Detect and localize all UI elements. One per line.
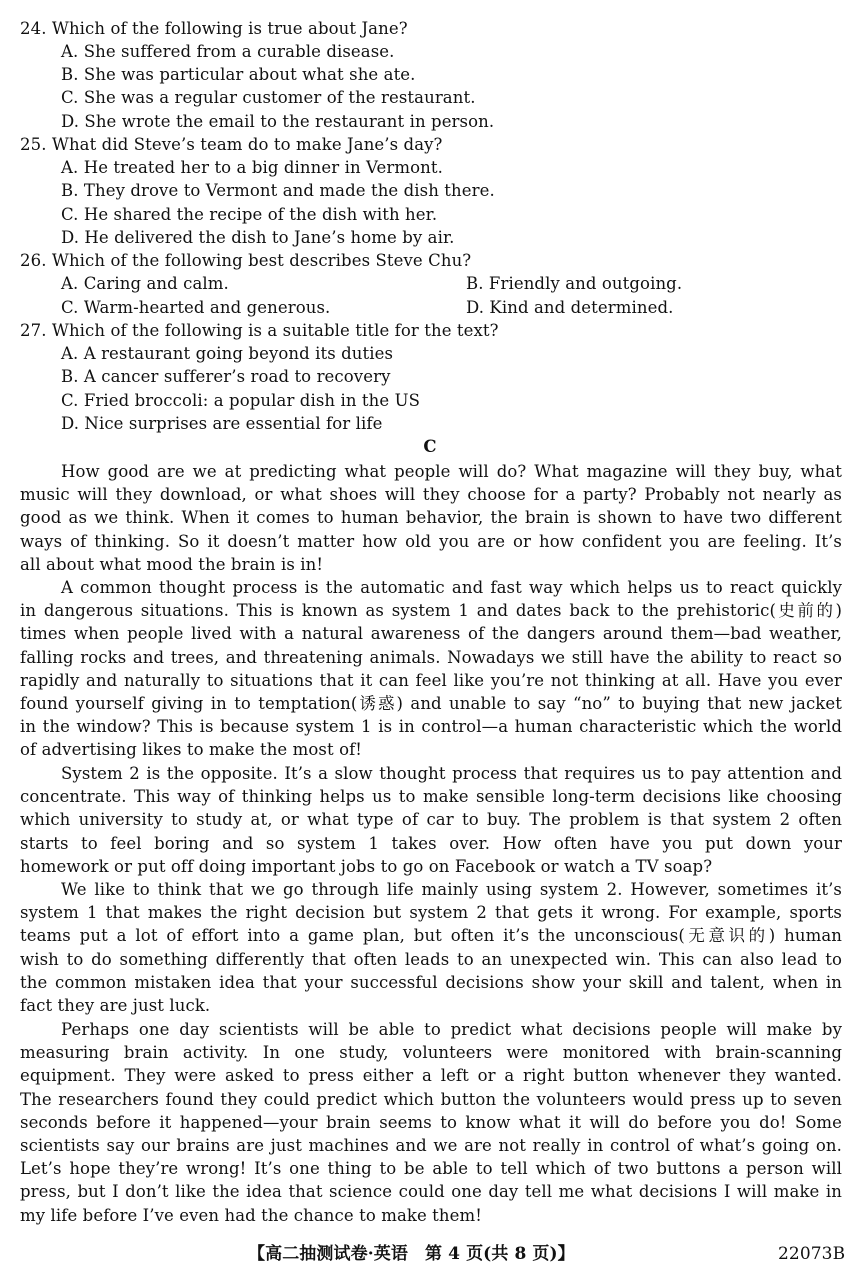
passage-line: teams put a lot of effort into a game plan, but often it’s the unconscious(无意识的) human [20,926,842,946]
passage-line: starts to feel boring and so system 1 takes over. How often have you put down your [20,833,842,853]
passage-line: music will they download, or what shoes will they choose for a party? Probably not nearly as [20,485,842,505]
question-25-option-c: C. He shared the recipe of the dish with her. [61,205,438,224]
question-24-option-b: B. She was particular about what she ate. [61,65,416,84]
passage-line: which university to study at, or what type of car to buy. The problem is that system 2 often [20,810,842,830]
passage-line: measuring brain activity. In one study, volunteers were monitored with brain-scanning [20,1043,842,1063]
passage-line: in the window? This is because system 1 is in control—a human characteristic which the world [20,717,842,737]
passage-line: found yourself giving in to temptation(诱惑) and unable to say “no” to buying that new jacket [20,693,842,713]
passage-line: seconds before it happened—your brain seems to know what it will do before you do! Some [20,1112,842,1132]
question-24-option-c: C. She was a regular customer of the restaurant. [61,88,476,107]
passage-line: system 1 that makes the right decision but system 2 that gets it wrong. For example, sports [20,903,842,923]
question-25-option-b: B. They drove to Vermont and made the dish there. [61,181,495,200]
passage-line: homework or put off doing important jobs to go on Facebook or watch a TV soap? [20,856,713,876]
passage-line: good as we think. When it comes to human behavior, the brain is shown to have two different [20,508,842,528]
page-footer-title: 【高二抽测试卷·英语 第 4 页(共 8 页)】 [248,1244,575,1264]
passage-line: my life before I’ve even had the chance to make them! [20,1205,482,1225]
passage-line: Let’s hope they’re wrong! It’s one thing to be able to tell which of two buttons a person will [20,1159,842,1179]
passage-line: scientists say our brains are just machines and we are not really in control of what’s going on. [20,1135,842,1155]
passage-line: the common mistaken idea that your successful decisions show your skill and talent, when in [20,972,842,992]
question-24-option-d: D. She wrote the email to the restaurant in person. [61,112,495,131]
passage-paragraph-3 [20,762,842,878]
passage-line: times when people lived with a natural awareness of the dangers around them—bad weather, [20,624,842,644]
question-27-option-a: A. A restaurant going beyond its duties [61,344,394,363]
question-26-option-c: C. Warm-hearted and generous. [61,298,331,317]
passage-line: press, but I don’t like the idea that science could one day tell me what decisions I will make in [20,1182,842,1202]
question-24-stem: 24. Which of the following is true about Jane? [20,19,408,38]
question-25-option-a: A. He treated her to a big dinner in Vermont. [61,158,443,177]
passage-line: of advertising likes to make the most of! [20,740,363,760]
question-24-option-a: A. She suffered from a curable disease. [61,42,395,61]
passage-line: The researchers found they could predict which button the volunteers would press up to seven [20,1089,842,1109]
passage-line: concentrate. This way of thinking helps us to make sensible long-term decisions like choosing [20,787,842,807]
passage-line: wish to do something differently that often leads to an unexpected win. This can also lead to [20,949,842,969]
passage-paragraph-5 [20,1018,842,1227]
question-27-option-b: B. A cancer sufferer’s road to recovery [61,367,391,386]
passage-paragraph-1 [20,460,842,576]
passage-paragraph-2 [20,576,842,762]
question-25-stem: 25. What did Steve’s team do to make Jane’s day? [20,135,443,154]
question-26-stem: 26. Which of the following best describes Steve Chu? [20,251,472,270]
passage-line: Perhaps one day scientists will be able to predict what decisions people will make by [61,1020,842,1039]
passage-line: ways of thinking. So it doesn’t matter how old you are or how confident you are feeling. It’s [20,531,842,551]
section-title: C [423,437,437,456]
passage-line: System 2 is the opposite. It’s a slow thought process that requires us to pay attention and [61,764,842,783]
passage-paragraph-4 [20,878,842,1017]
passage-line: A common thought process is the automatic and fast way which helps us to react quickly [61,578,842,597]
question-27-stem: 27. Which of the following is a suitable title for the text? [20,321,499,340]
question-27-option-c: C. Fried broccoli: a popular dish in the US [61,391,420,410]
passage-line: We like to think that we go through life mainly using system 2. However, sometimes it’s [61,880,842,899]
passage-line: equipment. They were asked to press either a left or a right button whenever they wanted. [20,1066,842,1086]
question-25-option-d: D. He delivered the dish to Jane’s home by air. [61,228,455,247]
passage-line: all about what mood the brain is in! [20,554,324,574]
page-footer-code: 22073B [778,1244,846,1264]
question-26-option-a: A. Caring and calm. [61,274,229,293]
passage-line: falling rocks and trees, and threatening animals. Nowadays we still have the ability to react so [20,647,842,667]
passage-line: fact they are just luck. [20,995,211,1015]
question-27-option-d: D. Nice surprises are essential for life [61,414,383,433]
question-26-option-d: D. Kind and determined. [466,298,674,317]
passage-line: How good are we at predicting what people will do? What magazine will they buy, what [61,462,842,481]
passage-line: in dangerous situations. This is known as system 1 and dates back to the prehistoric(史前的) [20,601,842,621]
passage-line: rapidly and naturally to situations that it can feel like you’re not thinking at all. Have you ever [20,670,842,690]
question-26-option-b: B. Friendly and outgoing. [466,274,683,293]
